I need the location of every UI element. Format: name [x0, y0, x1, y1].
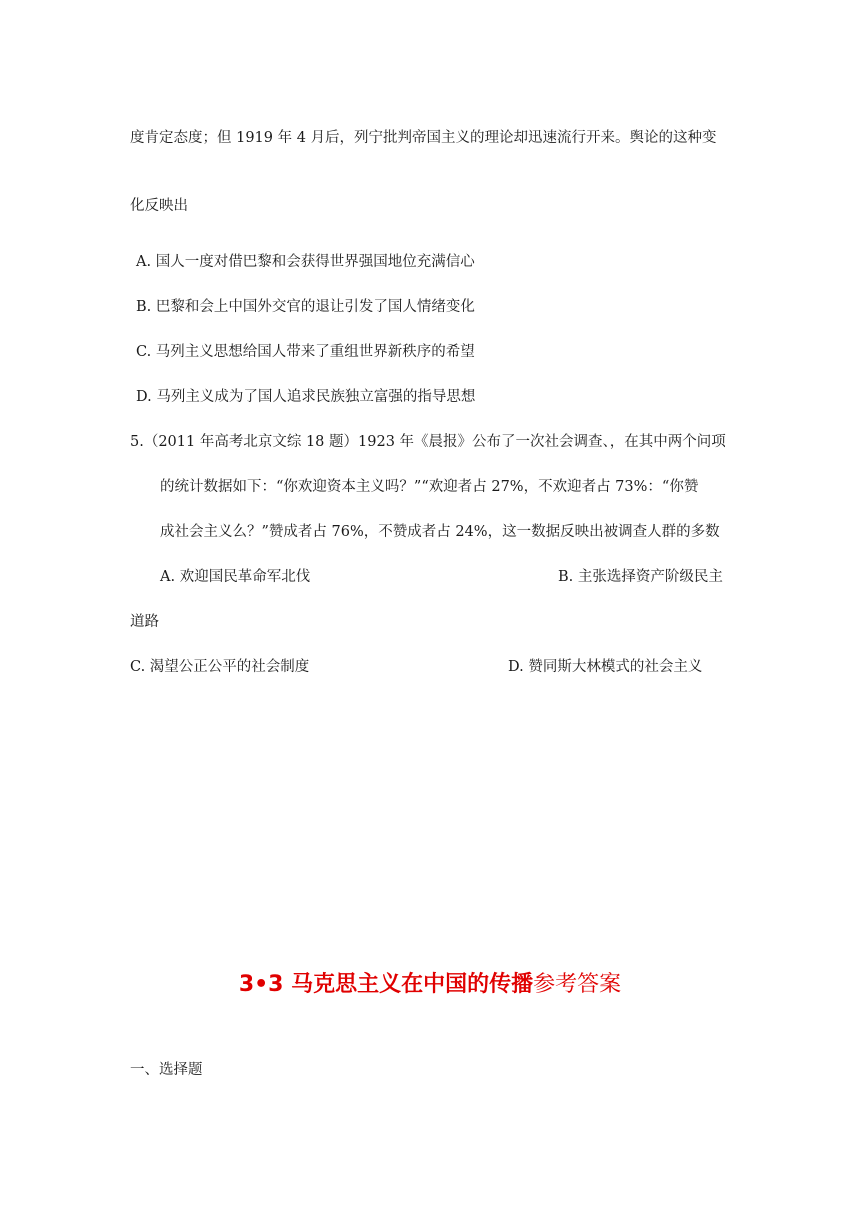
- q5-stem-line-1: 5.（2011 年高考北京文综 18 题）1923 年《晨报》公布了一次社会调查、，在其中两个问项: [130, 434, 726, 450]
- q4-stem-line-1: 度肯定态度；但 1919 年 4 月后，列宁批判帝国主义的理论却迅速流行开来。舆论的这种变: [130, 130, 717, 146]
- q4-option-d: D. 马列主义成为了国人追求民族独立富强的指导思想: [136, 389, 476, 405]
- q4-option-c: C. 马列主义思想给国人带来了重组世界新秩序的希望: [136, 344, 475, 360]
- q4-option-b: B. 巴黎和会上中国外交官的退让引发了国人情绪变化: [136, 299, 475, 315]
- answer-section-title: [0, 970, 860, 1000]
- q4-option-a: A. 国人一度对借巴黎和会获得世界强国地位充满信心: [136, 254, 475, 270]
- q5-option-b-continued: 道路: [130, 614, 159, 630]
- answer-title-normal: 参考答案: [533, 972, 622, 997]
- q5-option-a: A. 欢迎国民革命军北伐: [160, 569, 311, 585]
- q5-option-b: B. 主张选择资产阶级民主: [558, 569, 723, 585]
- section-heading-multiple-choice: 一、选择题: [130, 1062, 203, 1078]
- q5-stem-line-3: 成社会主义么？”赞成者占 76%，不赞成者占 24%，这一数据反映出被调查人群的多数: [160, 524, 720, 540]
- q4-stem-line-2: 化反映出: [130, 198, 188, 214]
- q5-option-d: D. 赞同斯大林模式的社会主义: [508, 659, 703, 675]
- q5-option-c: C. 渴望公正公平的社会制度: [130, 659, 310, 675]
- answer-title-bold: 3•3 马克思主义在中国的传播: [238, 972, 534, 997]
- q5-stem-line-2: 的统计数据如下：“你欢迎资本主义吗？”“欢迎者占 27%，不欢迎者占 73%：“你赞: [160, 479, 699, 495]
